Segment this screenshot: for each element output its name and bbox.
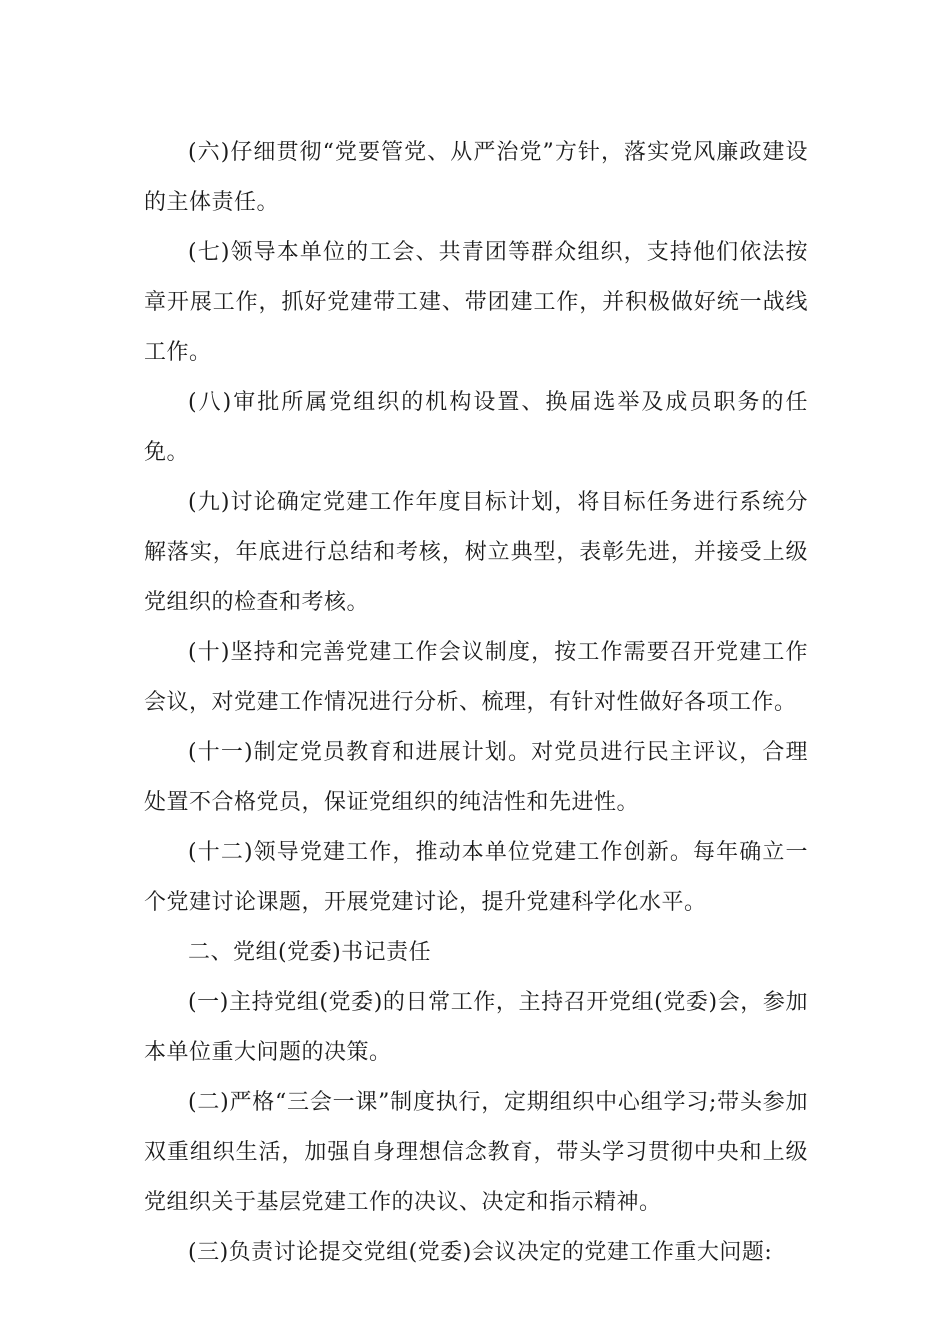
paragraph-11: (十一)制定党员教育和进展计划。对党员进行民主评议，合理处置不合格党员，保证党组织的纯洁性和先进性。 <box>144 740 808 815</box>
paragraph-9: (九)讨论确定党建工作年度目标计划，将目标任务进行系统分解落实，年底进行总结和考核，树立典型，表彰先进，并接受上级党组织的检查和考核。 <box>144 490 808 615</box>
paragraph-12: (十二)领导党建工作，推动本单位党建工作创新。每年确立一个党建讨论课题，开展党建讨论，提升党建科学化水平。 <box>144 840 808 915</box>
paragraph-secretary-3: (三)负责讨论提交党组(党委)会议决定的党建工作重大问题: <box>188 1240 773 1265</box>
document-body <box>144 128 808 1278</box>
paragraph-7: (七)领导本单位的工会、共青团等群众组织，支持他们依法按章开展工作，抓好党建带工建、带团建工作，并积极做好统一战线工作。 <box>144 240 808 365</box>
section-heading-secretary-responsibility: 二、党组(党委)书记责任 <box>188 940 432 965</box>
paragraph-secretary-2: (二)严格“三会一课”制度执行，定期组织中心组学习;带头参加双重组织生活，加强自身理想信念教育，带头学习贯彻中央和上级党组织关于基层党建工作的决议、决定和指示精神。 <box>144 1090 808 1215</box>
paragraph-secretary-1: (一)主持党组(党委)的日常工作，主持召开党组(党委)会，参加本单位重大问题的决策。 <box>144 990 808 1065</box>
paragraph-10: (十)坚持和完善党建工作会议制度，按工作需要召开党建工作会议，对党建工作情况进行分析、梳理，有针对性做好各项工作。 <box>144 640 808 715</box>
paragraph-8: (八)审批所属党组织的机构设置、换届选举及成员职务的任免。 <box>144 390 808 465</box>
paragraph-6: (六)仔细贯彻“党要管党、从严治党”方针，落实党风廉政建设的主体责任。 <box>144 140 808 215</box>
